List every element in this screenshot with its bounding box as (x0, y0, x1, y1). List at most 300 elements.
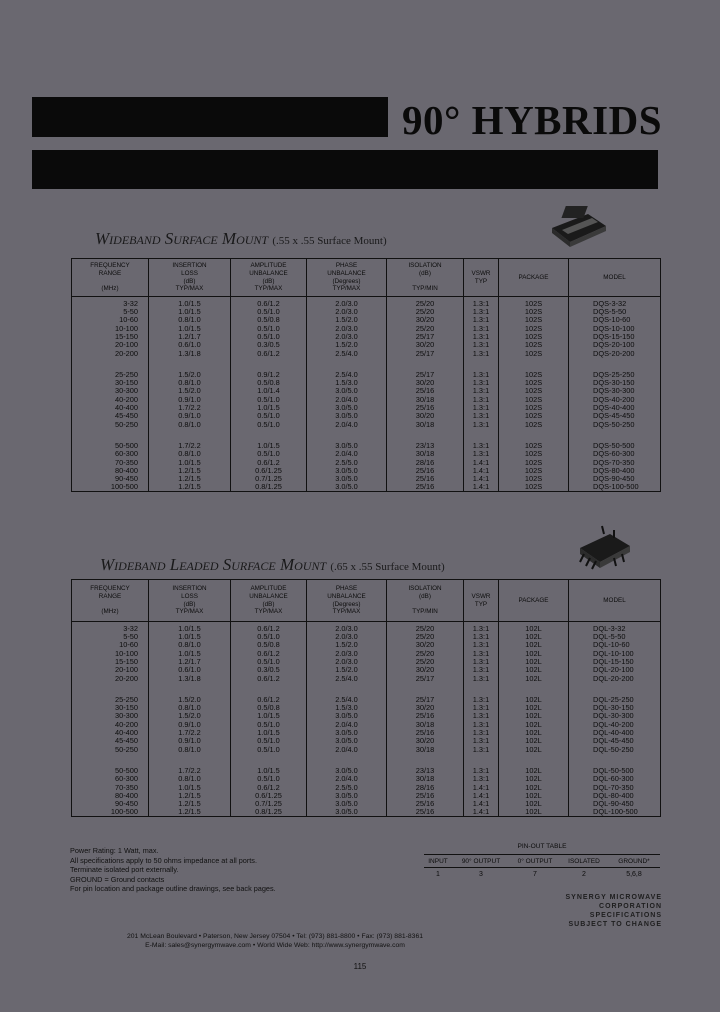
table-cell: 28/16 (387, 458, 464, 466)
table-cell: 15-150 (72, 658, 149, 666)
table-cell: DQS-45-450 (569, 412, 661, 420)
table-cell: 15-150 (72, 333, 149, 341)
table-cell: 1.5/3.0 (307, 704, 387, 712)
note-line: Terminate isolated port externally. (70, 865, 179, 874)
table-cell: DQL-40-400 (569, 729, 661, 737)
table-cell: 0.5/1.0 (231, 395, 307, 403)
table-cell: DQS-90-450 (569, 475, 661, 483)
table-cell: 1.5/2.0 (307, 316, 387, 324)
table-cell: 0.5/0.8 (231, 316, 307, 324)
table-cell: 0.7/1.25 (231, 475, 307, 483)
table-cell: 0.5/1.0 (231, 633, 307, 641)
table-cell: 1.5/2.0 (307, 666, 387, 674)
column-header: VSWR TYP (464, 580, 499, 622)
table-row (72, 324, 661, 332)
spec-table (71, 579, 661, 817)
table-cell: 1.0/1.5 (149, 300, 231, 308)
table-cell: DQS-40-200 (569, 395, 661, 403)
header-bar-top (32, 97, 388, 137)
table-cell: 30/18 (387, 745, 464, 753)
table-row (72, 792, 661, 800)
table-cell: 102S (499, 458, 569, 466)
table-cell: 30/20 (387, 666, 464, 674)
table-cell: 102L (499, 633, 569, 641)
table-cell: 0.5/1.0 (231, 308, 307, 316)
table-cell: 1.3:1 (464, 720, 499, 728)
table-cell: 1.3:1 (464, 641, 499, 649)
table-row (72, 316, 661, 324)
table-cell: 30/18 (387, 450, 464, 458)
table-cell: 3.0/5.0 (307, 475, 387, 483)
table-cell: 1.3:1 (464, 341, 499, 349)
group-gap (72, 754, 661, 767)
table-cell: 2.5/4.0 (307, 674, 387, 682)
table-cell: 1.3:1 (464, 300, 499, 308)
table-cell: 25/16 (387, 467, 464, 475)
stamp-line: SYNERGY MICROWAVE (565, 894, 662, 901)
column-header: MODEL (569, 580, 661, 622)
table-row (72, 420, 661, 428)
table-cell: 0.8/1.0 (149, 316, 231, 324)
table-cell: 0.6/1.2 (231, 783, 307, 791)
footer-line: 201 McLean Boulevard • Paterson, New Jersey 07504 • Tel: (973) 881-8800 • Fax: (973) 881-8361 (126, 933, 424, 940)
table-cell: DQS-70-350 (569, 458, 661, 466)
table-cell: 102L (499, 783, 569, 791)
table-cell: 102L (499, 704, 569, 712)
column-header: INSERTION LOSS (dB) TYP/MAX (149, 259, 231, 297)
table-cell: 10-60 (72, 316, 149, 324)
table-cell: 2.5/5.0 (307, 458, 387, 466)
pinout-cell: 7 (533, 870, 537, 878)
table-cell: 1.4:1 (464, 483, 499, 491)
table-cell: 50-500 (72, 442, 149, 450)
column-header: ISOLATION (dB) TYP/MIN (387, 580, 464, 622)
table-cell: 3.0/5.0 (307, 412, 387, 420)
table-cell: 0.5/1.0 (231, 720, 307, 728)
table-cell: 3.0/5.0 (307, 792, 387, 800)
table-cell: 0.9/1.0 (149, 395, 231, 403)
table-cell: 0.5/0.8 (231, 641, 307, 649)
table-cell: 102S (499, 308, 569, 316)
group-gap (72, 429, 661, 442)
table-cell: 1.3:1 (464, 674, 499, 682)
table-cell: 1.0/1.5 (149, 308, 231, 316)
table-row (72, 333, 661, 341)
table-cell: 102L (499, 720, 569, 728)
section-title (100, 555, 445, 575)
table-cell: 1.2/1.5 (149, 800, 231, 808)
table-cell: 102S (499, 316, 569, 324)
table-cell: 0.9/1.2 (231, 371, 307, 379)
table-cell: 0.3/0.5 (231, 341, 307, 349)
table-cell: 25/17 (387, 333, 464, 341)
table-row (72, 349, 661, 357)
table-cell: 2.5/4.0 (307, 349, 387, 357)
table-cell: 102S (499, 379, 569, 387)
note-line: Power Rating: 1 Watt, max. (70, 846, 159, 855)
table-cell: 1.3:1 (464, 696, 499, 704)
table-cell: 23/13 (387, 442, 464, 450)
table-cell: 1.3:1 (464, 745, 499, 753)
table-cell: DQL-60-300 (569, 775, 661, 783)
table-cell: 102S (499, 333, 569, 341)
table-cell: 1.2/1.5 (149, 483, 231, 491)
table-cell: 50-250 (72, 420, 149, 428)
table-cell: 30/20 (387, 641, 464, 649)
column-header: MODEL (569, 259, 661, 297)
table-cell: 102S (499, 395, 569, 403)
table-cell: 1.4:1 (464, 475, 499, 483)
pinout-cell: 2 (582, 870, 586, 878)
table-cell: 45-450 (72, 412, 149, 420)
table-cell: DQL-90-450 (569, 800, 661, 808)
table-cell: 102L (499, 641, 569, 649)
table-row (72, 412, 661, 420)
company-stamp (462, 893, 662, 929)
table-cell: 1.0/1.5 (149, 783, 231, 791)
table-cell: 1.0/1.5 (231, 404, 307, 412)
table-cell: DQS-80-400 (569, 467, 661, 475)
table-cell: 102L (499, 625, 569, 633)
table-cell: DQL-100-500 (569, 808, 661, 816)
table-cell: DQS-100-500 (569, 483, 661, 491)
table-cell: 1.0/1.5 (231, 767, 307, 775)
table-cell: 0.5/1.0 (231, 324, 307, 332)
table-cell: 70-350 (72, 783, 149, 791)
table-cell: 60-300 (72, 775, 149, 783)
table-cell: DQS-5-50 (569, 308, 661, 316)
table-row (72, 720, 661, 728)
table-cell: 2.0/3.0 (307, 333, 387, 341)
table-cell: 1.3/1.8 (149, 674, 231, 682)
table-cell: 1.0/1.4 (231, 387, 307, 395)
table-row (72, 458, 661, 466)
table-row (72, 704, 661, 712)
table-cell: 102L (499, 649, 569, 657)
table-cell: 1.5/2.0 (307, 341, 387, 349)
table-cell: DQS-50-500 (569, 442, 661, 450)
table-cell: 1.3:1 (464, 737, 499, 745)
spec-table (71, 258, 661, 492)
pinout-header: GROUND* (618, 857, 650, 865)
table-cell: DQL-20-200 (569, 674, 661, 682)
section-title-text: Wideband Surface Mount (95, 229, 269, 248)
page-number: 115 (353, 962, 367, 971)
table-cell: 3.0/5.0 (307, 483, 387, 491)
table-cell: DQS-10-100 (569, 324, 661, 332)
table-cell: 30/20 (387, 341, 464, 349)
table-cell: 0.3/0.5 (231, 666, 307, 674)
pinout-header: ISOLATED (568, 857, 600, 865)
table-row (72, 625, 661, 633)
table-cell: 1.3:1 (464, 767, 499, 775)
header-bar-bottom (32, 150, 658, 189)
note-line: All specifications apply to 50 ohms impedance at all ports. (70, 855, 257, 865)
table-cell: 1.7/2.2 (149, 442, 231, 450)
table-cell: 20-100 (72, 666, 149, 674)
table-cell: 102S (499, 412, 569, 420)
table-cell: 80-400 (72, 792, 149, 800)
table-cell: 102L (499, 792, 569, 800)
table-row (72, 300, 661, 308)
column-header: PHASE UNBALANCE (Degrees) TYP/MAX (307, 580, 387, 622)
table-cell: 28/16 (387, 783, 464, 791)
table-cell: 0.8/1.0 (149, 745, 231, 753)
table-cell: 0.6/1.2 (231, 649, 307, 657)
column-header: AMPLITUDE UNBALANCE (dB) TYP/MAX (231, 580, 307, 622)
table-cell: 0.5/1.0 (231, 658, 307, 666)
table-row (72, 737, 661, 745)
table-row (72, 483, 661, 491)
table-row (72, 641, 661, 649)
table-cell: 2.0/4.0 (307, 395, 387, 403)
table-cell: 0.6/1.0 (149, 341, 231, 349)
column-header: INSERTION LOSS (dB) TYP/MAX (149, 580, 231, 622)
table-cell: 3.0/5.0 (307, 467, 387, 475)
table-cell: 1.3:1 (464, 333, 499, 341)
table-cell: 0.9/1.0 (149, 737, 231, 745)
table-cell: 25/16 (387, 729, 464, 737)
table-cell: 1.3:1 (464, 633, 499, 641)
table-cell: 3.0/5.0 (307, 712, 387, 720)
table-cell: 30/18 (387, 395, 464, 403)
table-cell: 1.7/2.2 (149, 767, 231, 775)
pinout-header: 0° OUTPUT (517, 857, 553, 865)
table-cell: 25/16 (387, 387, 464, 395)
table-cell: 25/20 (387, 633, 464, 641)
table-cell: 1.3:1 (464, 387, 499, 395)
table-cell: 2.0/3.0 (307, 308, 387, 316)
table-cell: 30/18 (387, 420, 464, 428)
table-cell: 1.3:1 (464, 729, 499, 737)
table-cell: 10-60 (72, 641, 149, 649)
table-row (72, 800, 661, 808)
table-cell: 1.4:1 (464, 800, 499, 808)
pinout-cell: 3 (479, 870, 483, 878)
column-header: AMPLITUDE UNBALANCE (dB) TYP/MAX (231, 259, 307, 297)
table-row (72, 387, 661, 395)
table-cell: 3.0/5.0 (307, 808, 387, 816)
table-cell: 102S (499, 442, 569, 450)
table-cell: 102L (499, 775, 569, 783)
table-cell: 1.5/2.0 (149, 371, 231, 379)
table-cell: 102S (499, 404, 569, 412)
table-row (72, 775, 661, 783)
table-row (72, 696, 661, 704)
table-cell: 1.5/2.0 (149, 696, 231, 704)
table-row (72, 783, 661, 791)
stamp-line: CORPORATION (599, 903, 662, 910)
pinout-title: PIN-OUT TABLE (517, 843, 567, 850)
table-cell: 30-150 (72, 379, 149, 387)
table-cell: DQS-25-250 (569, 371, 661, 379)
table-cell: DQS-30-300 (569, 387, 661, 395)
table-cell: 1.3:1 (464, 371, 499, 379)
table-cell: 1.2/1.5 (149, 467, 231, 475)
table-cell: 102S (499, 450, 569, 458)
table-cell: 0.8/1.0 (149, 450, 231, 458)
table-cell: 20-200 (72, 349, 149, 357)
table-cell: 1.3:1 (464, 704, 499, 712)
table-cell: 2.0/4.0 (307, 720, 387, 728)
table-cell: 102S (499, 341, 569, 349)
table-cell: 1.3:1 (464, 666, 499, 674)
table-cell: 25/16 (387, 712, 464, 720)
table-cell: DQL-30-300 (569, 712, 661, 720)
table-cell: 40-400 (72, 729, 149, 737)
table-cell: 1.0/1.5 (149, 458, 231, 466)
table-cell: 0.6/1.0 (149, 666, 231, 674)
table-cell: 3.0/5.0 (307, 767, 387, 775)
table-cell: 1.4:1 (464, 783, 499, 791)
column-header: PHASE UNBALANCE (Degrees) TYP/MAX (307, 259, 387, 297)
table-row (72, 404, 661, 412)
table-cell: 0.5/0.8 (231, 379, 307, 387)
table-cell: DQL-50-500 (569, 767, 661, 775)
table-cell: 102S (499, 475, 569, 483)
table-cell: DQL-30-150 (569, 704, 661, 712)
table-cell: 1.3/1.8 (149, 349, 231, 357)
table-cell: 25/17 (387, 696, 464, 704)
table-cell: 2.5/4.0 (307, 371, 387, 379)
table-cell: 90-450 (72, 475, 149, 483)
table-cell: DQL-80-400 (569, 792, 661, 800)
table-cell: 25/16 (387, 800, 464, 808)
table-cell: 2.5/4.0 (307, 696, 387, 704)
table-cell: 25/16 (387, 808, 464, 816)
table-cell: 30/20 (387, 379, 464, 387)
table-row (72, 379, 661, 387)
group-gap (72, 683, 661, 696)
table-cell: 1.0/1.5 (149, 324, 231, 332)
table-cell: 1.0/1.5 (231, 442, 307, 450)
table-cell: 2.0/4.0 (307, 450, 387, 458)
table-cell: DQS-20-200 (569, 349, 661, 357)
table-cell: DQL-15-150 (569, 658, 661, 666)
table-cell: 30/18 (387, 775, 464, 783)
table-cell: 1.2/1.5 (149, 792, 231, 800)
table-cell: 102L (499, 737, 569, 745)
table-cell: 0.5/1.0 (231, 412, 307, 420)
pinout-table (424, 854, 660, 880)
table-cell: DQL-3-32 (569, 625, 661, 633)
table-cell: 1.2/1.7 (149, 333, 231, 341)
table-cell: 102S (499, 387, 569, 395)
table-cell: 1.2/1.7 (149, 658, 231, 666)
note-line: For pin location and package outline drawings, see back pages. (70, 884, 276, 893)
table-cell: 0.5/1.0 (231, 737, 307, 745)
table-cell: 0.5/1.0 (231, 333, 307, 341)
section-subtitle: (.65 x .55 Surface Mount) (330, 561, 445, 573)
table-cell: 30/20 (387, 737, 464, 745)
table-cell: 10-100 (72, 324, 149, 332)
table-cell: 1.3:1 (464, 450, 499, 458)
table-cell: 0.8/1.0 (149, 379, 231, 387)
table-cell: 25/16 (387, 404, 464, 412)
table-cell: DQS-40-400 (569, 404, 661, 412)
table-cell: 0.8/1.0 (149, 641, 231, 649)
section-title (95, 229, 387, 249)
table-cell: 40-400 (72, 404, 149, 412)
table-cell: 1.7/2.2 (149, 729, 231, 737)
table-cell: 30-150 (72, 704, 149, 712)
table-cell: 1.0/1.5 (149, 649, 231, 657)
table-cell: 1.3:1 (464, 404, 499, 412)
footer-address (60, 932, 490, 950)
table-cell: 30-300 (72, 387, 149, 395)
table-cell: 60-300 (72, 450, 149, 458)
table-cell: 50-250 (72, 745, 149, 753)
table-cell: 1.3:1 (464, 412, 499, 420)
table-cell: 25/16 (387, 792, 464, 800)
table-cell: 5-50 (72, 308, 149, 316)
table-cell: 102S (499, 324, 569, 332)
table-cell: 0.8/1.25 (231, 808, 307, 816)
table-cell: 1.3:1 (464, 379, 499, 387)
table-cell: 1.4:1 (464, 808, 499, 816)
table-cell: 102S (499, 483, 569, 491)
chip-image (548, 200, 610, 250)
table-cell: 30/20 (387, 704, 464, 712)
table-cell: 25/17 (387, 349, 464, 357)
table-cell: 3.0/5.0 (307, 442, 387, 450)
table-cell: 102S (499, 420, 569, 428)
table-cell: 1.5/2.0 (307, 641, 387, 649)
table-cell: 3-32 (72, 625, 149, 633)
table-cell: 0.9/1.0 (149, 720, 231, 728)
table-cell: 0.5/0.8 (231, 704, 307, 712)
table-cell: 2.0/4.0 (307, 745, 387, 753)
table-cell: 1.4:1 (464, 792, 499, 800)
table-row (72, 395, 661, 403)
table-cell: 0.5/1.0 (231, 775, 307, 783)
table-cell: 0.6/1.2 (231, 300, 307, 308)
table-cell: 102L (499, 658, 569, 666)
table-cell: 1.3:1 (464, 442, 499, 450)
table-cell: 2.0/3.0 (307, 658, 387, 666)
table-cell: 25/20 (387, 658, 464, 666)
table-cell: 102L (499, 666, 569, 674)
table-cell: DQS-3-32 (569, 300, 661, 308)
table-cell: 0.7/1.25 (231, 800, 307, 808)
table-cell: 1.4:1 (464, 458, 499, 466)
table-cell: 1.5/3.0 (307, 379, 387, 387)
table-cell: 0.9/1.0 (149, 412, 231, 420)
table-cell: 102L (499, 712, 569, 720)
table-cell: 100-500 (72, 808, 149, 816)
table-cell: 25/20 (387, 324, 464, 332)
table-cell: 102L (499, 767, 569, 775)
table-row (72, 666, 661, 674)
table-cell: 1.0/1.5 (231, 712, 307, 720)
table-cell: 1.3:1 (464, 649, 499, 657)
table-cell: 102S (499, 371, 569, 379)
table-cell: 70-350 (72, 458, 149, 466)
table-cell: DQL-50-250 (569, 745, 661, 753)
table-cell: 10-100 (72, 649, 149, 657)
table-cell: 30/20 (387, 316, 464, 324)
table-cell: 1.2/1.5 (149, 475, 231, 483)
table-row (72, 649, 661, 657)
table-cell: DQL-70-350 (569, 783, 661, 791)
table-cell: DQS-20-100 (569, 341, 661, 349)
table-row (72, 658, 661, 666)
table-cell: 1.5/2.0 (149, 387, 231, 395)
table-cell: 2.0/3.0 (307, 324, 387, 332)
table-cell: 102S (499, 300, 569, 308)
table-cell: 1.3:1 (464, 712, 499, 720)
table-row (72, 674, 661, 682)
